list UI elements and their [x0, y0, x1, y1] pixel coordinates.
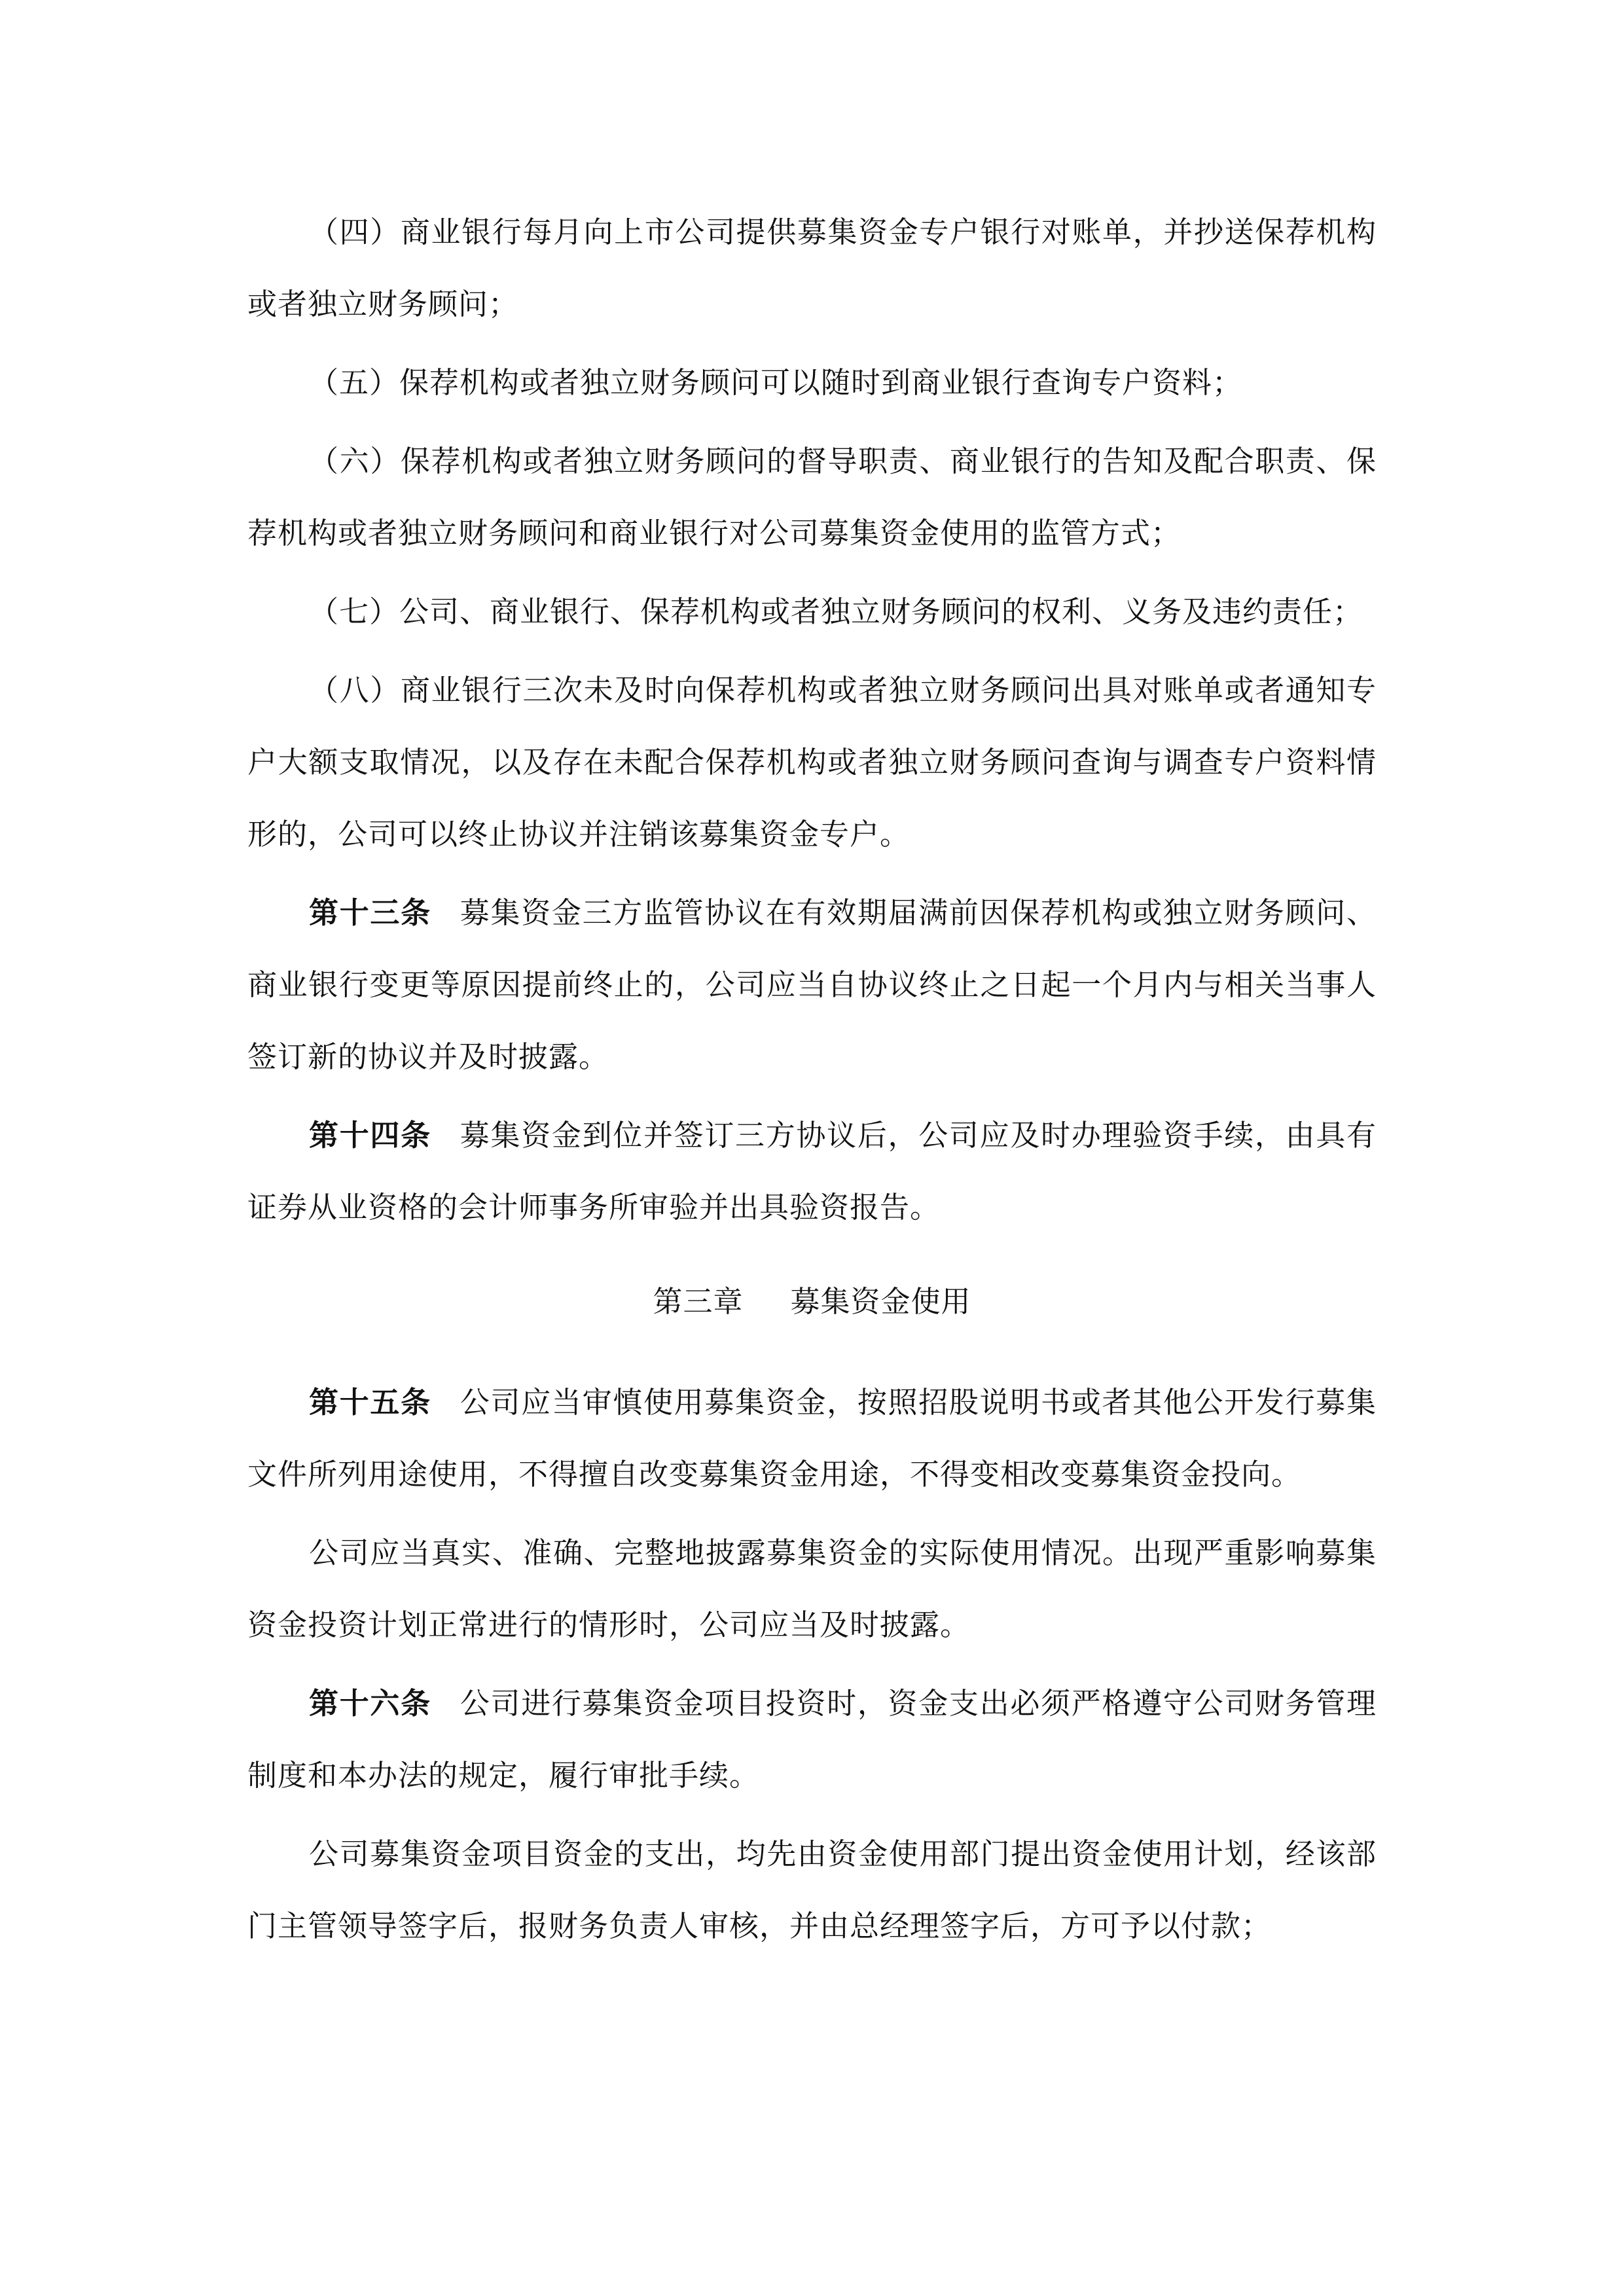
document-page	[247, 196, 1377, 1969]
chapter-number: 第三章	[653, 1284, 744, 1319]
clause-6: （六）保荐机构或者独立财务顾问的督导职责、商业银行的告知及配合职责、保荐机构或者独立财务顾问和商业银行对公司募集资金使用的监管方式；	[247, 444, 1377, 550]
clause-8: （八）商业银行三次未及时向保荐机构或者独立财务顾问出具对账单或者通知专户大额支取情况，以及存在未配合保荐机构或者独立财务顾问查询与调查专户资料情形的，公司可以终止协议并注销该募集资金专户。	[247, 673, 1377, 852]
clause-7: （七）公司、商业银行、保荐机构或者独立财务顾问的权利、义务及违约责任；	[309, 594, 1363, 629]
article-13-text: 募集资金三方监管协议在有效期届满前因保荐机构或独立财务顾问、商业银行变更等原因提前终止的，公司应当自协议终止之日起一个月内与相关当事人签订新的协议并及时披露。	[247, 895, 1377, 1074]
article-16-text: 公司进行募集资金项目投资时，资金支出必须严格遵守公司财务管理制度和本办法的规定，履行审批手续。	[247, 1686, 1377, 1793]
article-13	[247, 877, 1377, 1093]
article-16-label: 第十六条	[309, 1686, 431, 1721]
article-16-paragraph-2: 公司募集资金项目资金的支出，均先由资金使用部门提出资金使用计划，经该部门主管领导签字后，报财务负责人审核，并由总经理签字后，方可予以付款；	[247, 1837, 1377, 1943]
article-14	[247, 1100, 1377, 1244]
article-14-label: 第十四条	[309, 1118, 431, 1153]
article-16	[247, 1668, 1377, 1812]
article-15-text: 公司应当审慎使用募集资金，按照招股说明书或者其他公开发行募集文件所列用途使用，不得擅自改变募集资金用途，不得变相改变募集资金投向。	[247, 1385, 1377, 1492]
article-15-label: 第十五条	[309, 1385, 431, 1420]
article-13-label: 第十三条	[309, 895, 431, 930]
article-15-paragraph-2: 公司应当真实、准确、完整地披露募集资金的实际使用情况。出现严重影响募集资金投资计划正常进行的情形时，公司应当及时披露。	[247, 1535, 1377, 1642]
chapter-heading	[247, 1266, 1377, 1338]
chapter-title: 募集资金使用	[790, 1284, 971, 1319]
article-14-text: 募集资金到位并签订三方协议后，公司应及时办理验资手续，由具有证券从业资格的会计师事务所审验并出具验资报告。	[247, 1118, 1377, 1225]
article-15	[247, 1367, 1377, 1511]
clause-5: （五）保荐机构或者独立财务顾问可以随时到商业银行查询专户资料；	[309, 365, 1243, 400]
clause-4: （四）商业银行每月向上市公司提供募集资金专户银行对账单，并抄送保荐机构或者独立财务顾问；	[247, 215, 1377, 321]
